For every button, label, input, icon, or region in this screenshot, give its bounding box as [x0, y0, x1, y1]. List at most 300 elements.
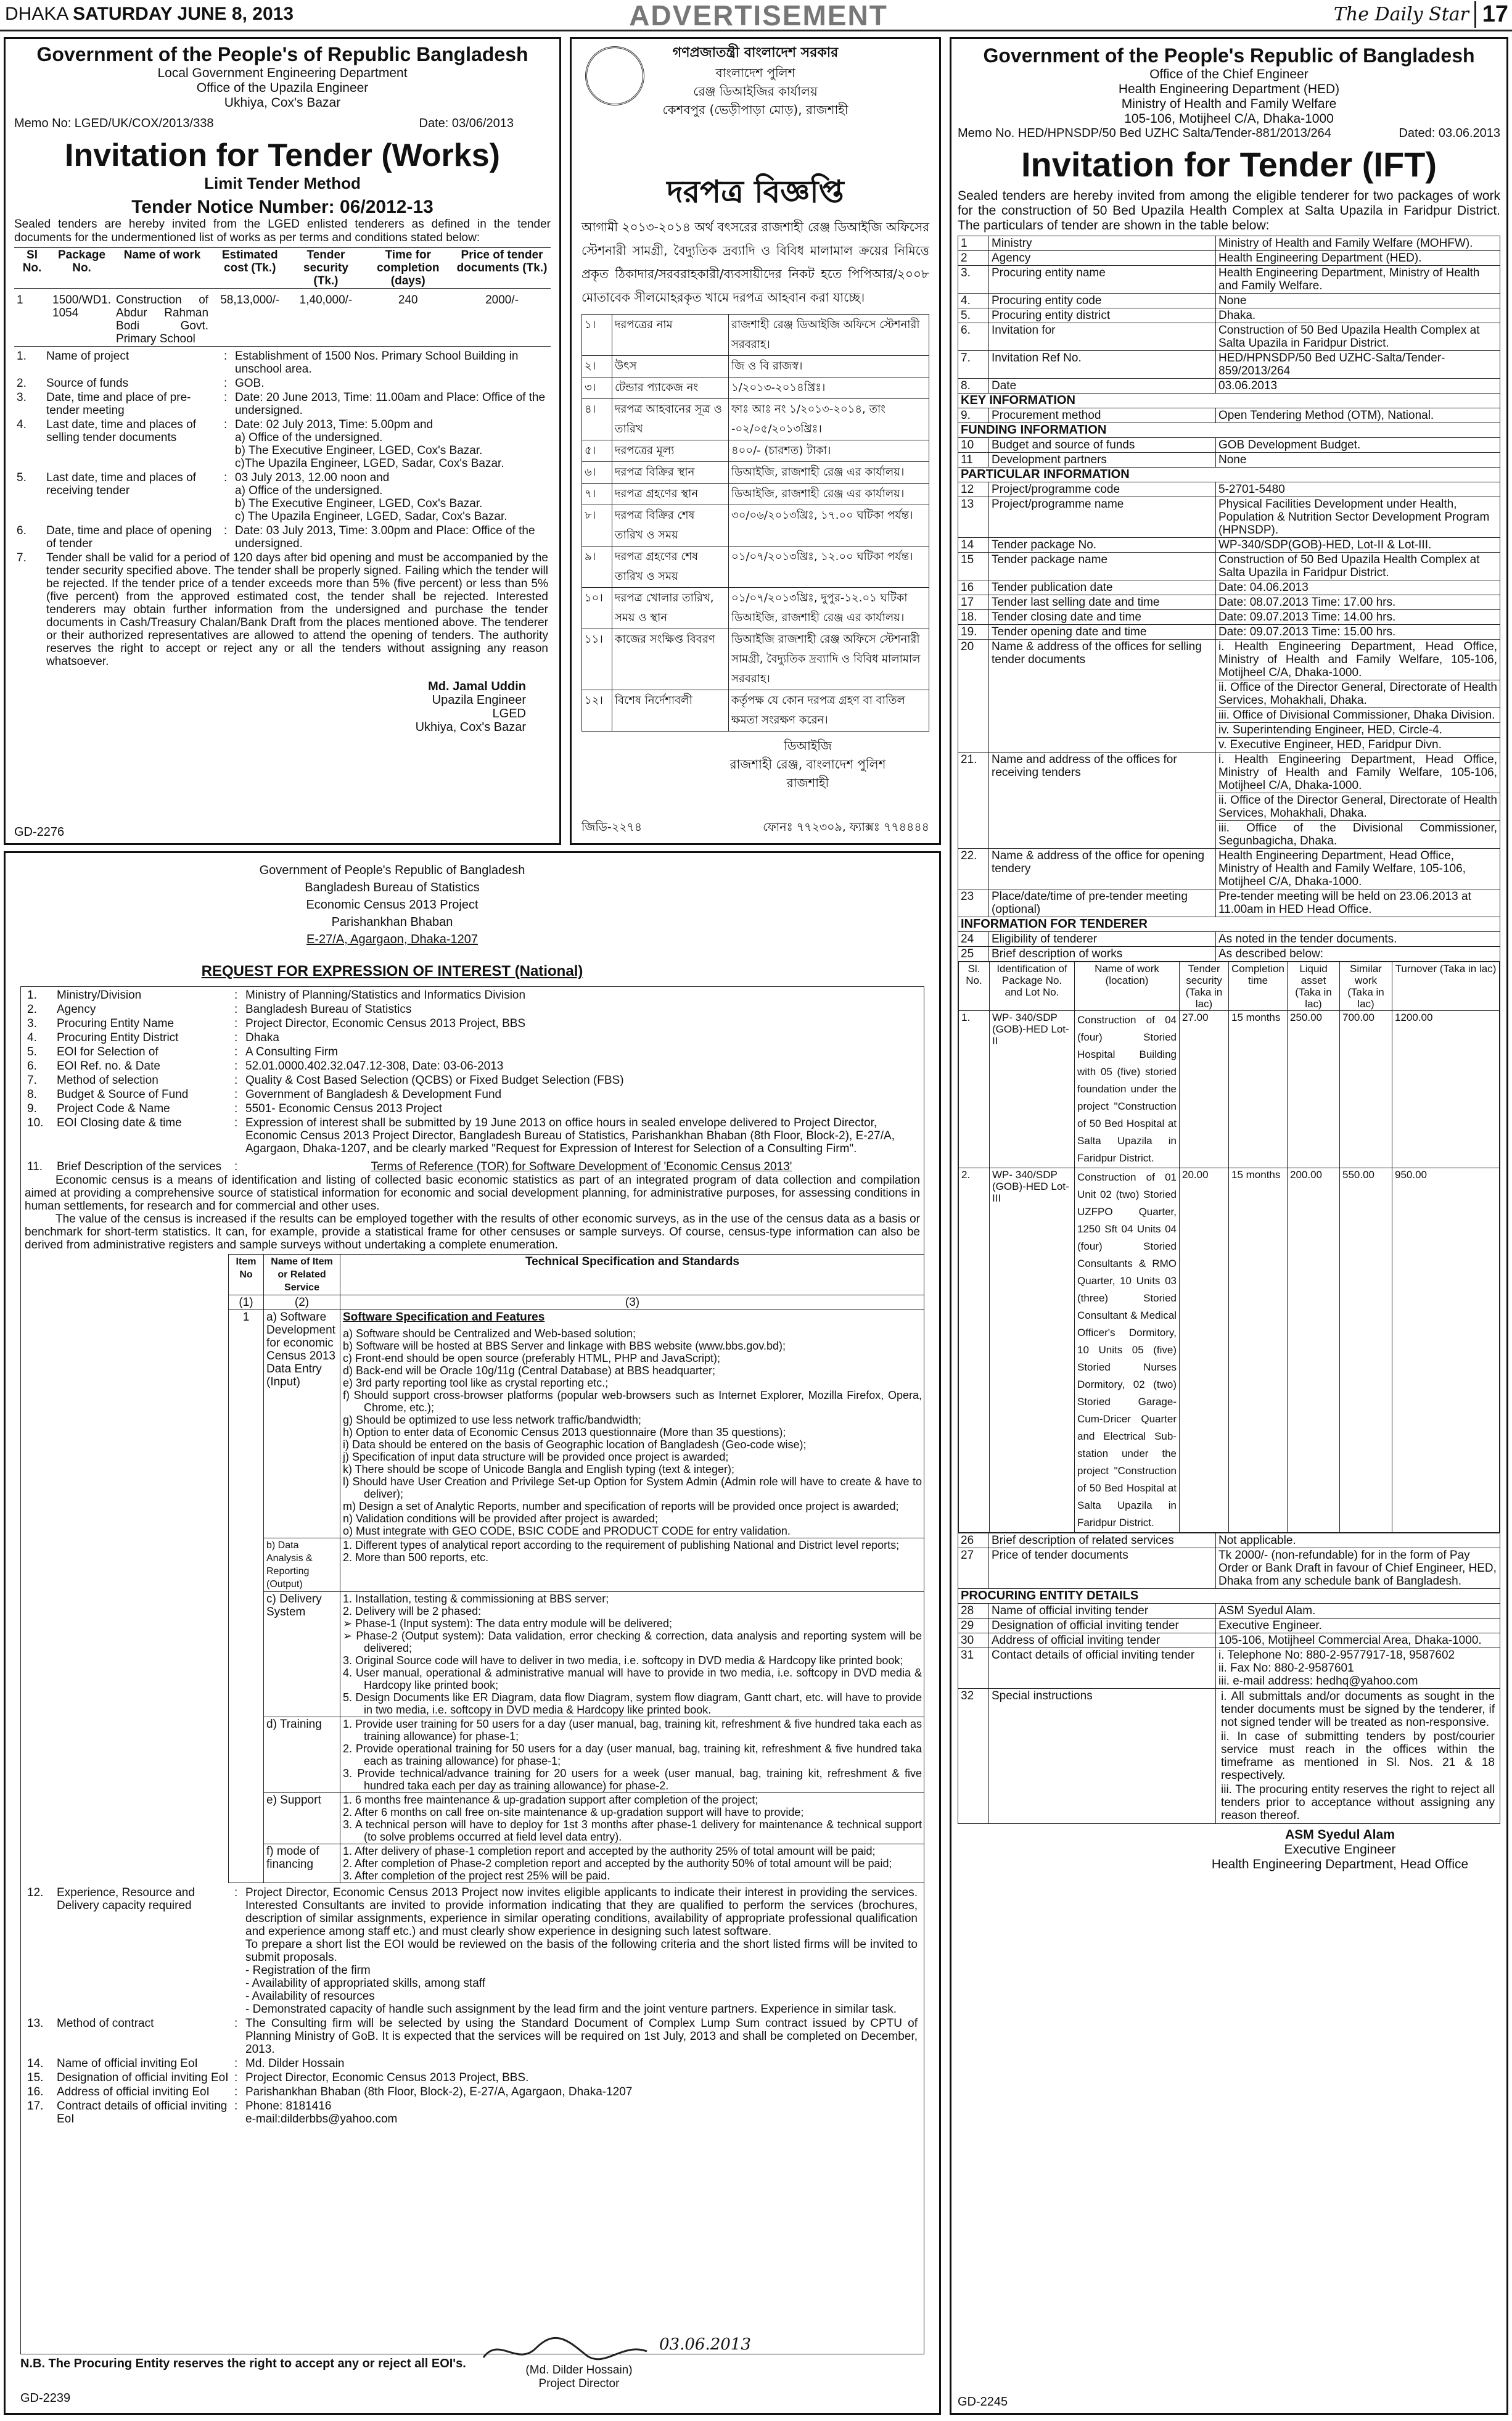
item-number: 28 [958, 1604, 989, 1619]
spec-item: 2. Provide operational training for 50 users for a day (user manual, bag, training kit, refreshment & five hundred taka each as training allowance) for phase-1; [343, 1743, 922, 1767]
table-row [958, 453, 1500, 468]
table-row [958, 753, 1500, 849]
spec-item: e) 3rd party reporting tool like as crystal reporting etc.; [343, 1377, 609, 1389]
item-number: 25 [958, 947, 989, 962]
table-header [14, 248, 551, 289]
item-label: Contact details of official inviting tender [989, 1648, 1216, 1689]
item-label: Procuring Entity Name [57, 1017, 175, 1030]
col-number: (1) [229, 1295, 264, 1310]
item-number: ৩। [582, 377, 612, 399]
item-label: Procuring Entity District [57, 1031, 179, 1044]
col-header: Estimated cost (Tk.) [221, 249, 278, 274]
item-number: 15 [958, 553, 989, 580]
item-label: Method of selection [57, 1074, 158, 1087]
separator: : [224, 377, 228, 390]
item-label: Brief description of related services [989, 1533, 1216, 1548]
office-item: i. All submittals and/or documents as sought in the tender documents must be signed by the tenderer, if not signed tender will be treated as non-responsive. [1221, 1690, 1495, 1729]
item-label: Designation of official inviting EoI [57, 2071, 229, 2084]
police-signature [581, 736, 911, 792]
signer-title: Executive Engineer [1284, 1842, 1396, 1857]
item-number: 12 [958, 482, 989, 497]
lged-office: Office of the Upazila Engineer [196, 81, 369, 95]
item-label: Address of official inviting tender [989, 1633, 1216, 1648]
item-number: 18. [958, 610, 989, 625]
item-number: ২। [582, 356, 612, 377]
police-tender-notice [570, 37, 941, 845]
item-value: ০১/০৭/২০১৩খ্রিঃ, ১২.০০ ঘটিকা পর্যন্ত। [729, 546, 929, 588]
col-header: Item No [229, 1255, 264, 1295]
office-item: ii. Office of the Director General, Directorate of Health Services, Mohakhali, Dhaka. [1216, 793, 1500, 820]
item-value: Construction of 50 Bed Upazila Health Complex at Salta Upazila in Faridpur District. [1216, 323, 1500, 351]
hed-signature [1180, 1828, 1500, 1872]
spec-item: f) Should support cross-browser platforms (popular web-browsers such as Internet Explorer, Mozilla Firefox, Opera, Chrome, etc.); [343, 1389, 922, 1414]
police-phone: ফোনঃ ৭৭২৩০৯, ফ্যাক্সঃ ৭৭৪৪৪৪ [763, 820, 929, 834]
lged-work-table [14, 247, 551, 347]
table-row [229, 1844, 925, 1883]
table-row [958, 947, 1500, 962]
spec-item: 3. Provide technical/advance training for 20 users for a week (user manual, bag, training kit, refreshment & five hundred taka each per day as training allowance) for phase-2. [343, 1767, 922, 1792]
item-label: Designation of official inviting tender [989, 1619, 1216, 1633]
item-number: 27 [958, 1548, 989, 1589]
table-row [958, 1633, 1500, 1648]
table-row [25, 988, 920, 1002]
item-text: Tender shall be valid for a period of 120 days after bid opening and must be accompanied by the tender security specified above. The tender shall be properly signed. Failing which the tender will be rejected. If the tender price of a tender exceeds more than 5% (five percent) or less than 5% (five percent) from the approved estimated cost, the tender shall be rejected. Interested tenderers may obtain further information from the undersigned and purchase the tender documents in Cash/Treasury Chalan/Bank Draft from the places mentioned above. The tenderer or their authorized representatives are allowed to attend the opening of tenders. The authority reserves the right to accept or reject any or all the tenders without assigning any reason whatsoever. [46, 551, 548, 668]
table-row [14, 376, 551, 390]
item-label: Tender publication date [989, 580, 1216, 595]
item-label: Brief description of works [989, 947, 1216, 962]
lged-place: Ukhiya, Cox's Bazar [224, 96, 341, 110]
item-label: Name of project [46, 350, 129, 363]
item-value: Date: 04.06.2013 [1216, 580, 1500, 595]
item-number: ১। [582, 315, 612, 356]
table-row [958, 932, 1500, 947]
item-value: Executive Engineer. [1216, 1619, 1500, 1633]
table-row [582, 484, 929, 505]
spec-item: 4. User manual, operational & administrative manual will have to provide in two media, i.e. softcopy in DVD media & Hardcopy like printed book; [343, 1667, 922, 1691]
item-label: Invitation Ref No. [989, 351, 1216, 379]
item-label: Procuring entity district [989, 308, 1216, 323]
separator: : [234, 2071, 238, 2084]
item-value: 5501- Economic Census 2013 Project [245, 1102, 442, 1115]
item-value: Health Engineering Department (HED). [1216, 251, 1500, 266]
item-label: Tender package name [989, 553, 1216, 580]
item-label: Experience, Resource and Delivery capacity required [57, 1886, 195, 1912]
item-value: Date: 03 July 2013, Time: 3.00pm and Place: Office of the undersigned. [235, 524, 538, 550]
spec-item: g) Should be optimized to use less network traffic/bandwidth; [343, 1414, 641, 1426]
item-number: 13 [958, 497, 989, 538]
table-row [958, 308, 1500, 323]
item-value: Health Engineering Department, Ministry of Health and Family Welfare. [1216, 266, 1500, 294]
col-header: Sl No. [22, 249, 42, 274]
col-header: Name of work (location) [1075, 962, 1180, 1011]
table-header [959, 962, 1500, 1011]
item-text: The Consulting firm will be selected by using the Standard Document of Complex Lump Sum contract issued by CPTU of Planning Ministry of GoB. It is expected that the services will be required on 1st July, 2013 and shall be completed on December, 2013. [245, 2017, 918, 2056]
spec-title: Software Specification and Features [343, 1311, 545, 1324]
item-number: ৬। [582, 462, 612, 484]
spec-item: 1. Provide user training for 50 users for a day (user manual, bag, training kit, refreshment & five hundred taka each as training allowance) for phase-1; [343, 1718, 922, 1743]
table-row [229, 1592, 925, 1717]
col-header: Similar work (Taka in lac) [1340, 962, 1392, 1011]
spec-item: 1. 6 months free maintenance & up-gradation support after completion of the project; [343, 1794, 758, 1806]
table-row [958, 625, 1500, 640]
table-row [25, 1059, 920, 1073]
spec-item: 2. More than 500 reports, etc. [343, 1551, 489, 1564]
bbs-title: REQUEST FOR EXPRESSION OF INTEREST (National) [201, 963, 583, 980]
lged-info-table [14, 349, 551, 669]
item-label: Source of funds [46, 377, 129, 390]
item-value: 5-2701-5480 [1216, 482, 1500, 497]
item-value: Tk 2000/- (non-refundable) for in the form of Pay Order or Bank Draft in favour of Chief Engineer, HED, Dhaka from any schedule bank of Bangladesh. [1216, 1548, 1500, 1589]
separator: : [234, 989, 238, 1002]
cell: WP- 340/SDP (GOB)-HED Lot-III [990, 1168, 1075, 1533]
item-label: টেন্ডার প্যাকেজ নং [612, 377, 729, 399]
separator: : [234, 1116, 238, 1129]
item-value: Physical Facilities Development under Health, Population & Nutrition Sector Development Program (HPNSDP). [1216, 497, 1500, 538]
table-row [958, 294, 1500, 308]
table-row [958, 408, 1500, 423]
section-heading: PARTICULAR INFORMATION [958, 468, 1500, 482]
service-label: a) Software Development for economic Census 2013 Data Entry (Input) [264, 1310, 340, 1538]
spec-item: o) Must integrate with GEO CODE, BSIC CODE and PRODUCT CODE for entry validation. [343, 1525, 791, 1537]
item-number: ৮। [582, 505, 612, 546]
item-number: 6. [17, 524, 27, 537]
signer-org: Health Engineering Department, Head Office [1211, 1857, 1469, 1871]
cell: 2. [959, 1168, 990, 1533]
item-label: উৎস [612, 356, 729, 377]
item-value: A Consulting Firm [245, 1046, 338, 1058]
table-row [14, 471, 551, 524]
section-heading: KEY INFORMATION [958, 394, 1500, 408]
spec-item: 1. Different types of analytical report according to the requirement of publishing National and District level reports; [343, 1539, 900, 1551]
item-label: Method of contract [57, 2017, 154, 2030]
item-number: 8. [27, 1088, 37, 1101]
office-item: iii. The procuring entity reserves the right to reject all tenders prior to acceptance without assigning any reason thereof. [1221, 1783, 1495, 1822]
item-number: ১১। [582, 629, 612, 690]
police-table [581, 314, 929, 732]
item-label: Contract details of official inviting EoI [57, 2100, 231, 2126]
gd-code: GD-2276 [14, 825, 65, 839]
item-value: Phone: 8181416 e-mail:dilderbbs@yahoo.com [245, 2100, 398, 2126]
table-row [959, 1168, 1500, 1533]
col-header: Name of work [123, 249, 201, 262]
service-label: c) Delivery System [264, 1592, 340, 1717]
item-value: As noted in the tender documents. [1216, 932, 1500, 947]
item-value: Date: 02 July 2013, Time: 5.00pm and a) Office of the undersigned. b) The Executive Engineer, LGED, Cox's Bazar. c)The Upazila Engineer, LGED, Sadar, Cox's Bazar. [235, 418, 504, 470]
item-number: 9. [958, 408, 989, 423]
bbs-info-table [25, 988, 920, 1156]
item-label: Agency [989, 251, 1216, 266]
spec-item: m) Design a set of Analytic Reports, number and specification of reports will be provided once project is awarded; [343, 1500, 899, 1512]
item-label: Date, time and place of opening of tender [46, 524, 215, 550]
bbs-services [25, 1160, 920, 1174]
signer-title: Project Director [538, 2377, 620, 2390]
separator: : [234, 1088, 238, 1101]
item-number: ৯। [582, 546, 612, 588]
table-row [229, 1717, 925, 1793]
table-row [958, 236, 1500, 251]
item-text: Project Director, Economic Census 2013 Project now invites eligible applicants to indicate their interest in providing the services. Interested Consultants are invited to provide information indicating that they are qualified to perform the services (brochures, description of similar assignments, experience in similar operating conditions, availability of appropriate professional qualification and experience among staff etc.) and must clearly show experience in designing such latest software. To prepare a short list the EOI would be reviewed on the basis of the following criteria and the short listed firms will be invited to submit proposals. - Registration of the firm - Availability of appropriated skills, among staff - Availability of resources - Demonstrated capacity of handle such assignment by the lead firm and the joint venture partners. Experience in similar task. [245, 1886, 918, 2016]
cell: 15 months [1229, 1168, 1288, 1533]
item-number: ৭। [582, 484, 612, 505]
bbs-signature [474, 2364, 684, 2391]
item-number: 7. [958, 351, 989, 379]
separator: : [234, 2085, 238, 2098]
item-number: 8. [958, 379, 989, 394]
item-label: Budget & Source of Fund [57, 1088, 189, 1101]
signer-place: Ukhiya, Cox's Bazar [415, 720, 526, 734]
item-number: 1 [958, 236, 989, 251]
office-item: iii. Office of Divisional Commissioner, Dhaka Division. [1216, 707, 1500, 722]
item-label: Tender package No. [989, 538, 1216, 553]
separator: : [224, 391, 228, 404]
separator: : [234, 1031, 238, 1044]
cell: 15 months [1229, 1011, 1288, 1168]
table-row [958, 610, 1500, 625]
cell: 1. [959, 1011, 990, 1168]
item-label: Place/date/time of pre-tender meeting (optional) [989, 889, 1216, 917]
item-value: ডিআইজি রাজশাহী রেঞ্জ অফিসে স্টেশনারী সামগ্রী, বৈদ্যুতিক দ্রব্যাদি ও বিবিধ মালামাল সরবরাহ। [729, 629, 929, 690]
item-label: Invitation for [989, 323, 1216, 351]
section-heading: FUNDING INFORMATION [958, 423, 1500, 438]
item-number: ৪। [582, 399, 612, 440]
hed-dept: Health Engineering Department (HED) [1118, 82, 1340, 96]
col-header: Price of tender documents (Tk.) [456, 249, 548, 274]
office-item: ii. Office of the Director General, Directorate of Health Services, Mohakhali, Dhaka. [1216, 680, 1500, 707]
item-number: 13. [27, 2017, 44, 2030]
item-label: EOI Closing date & time [57, 1116, 182, 1129]
item-value: 52.01.0000.402.32.047.12-308, Date: 03-06-2013 [245, 1060, 504, 1073]
cell: 950.00 [1392, 1168, 1500, 1533]
item-label: Procuring entity code [989, 294, 1216, 308]
spec-item: 3. A technical person will have to deploy for 1st 3 months after phase-1 delivery for maintenance & technical support (to solve problems occurred at field level data entry). [343, 1818, 922, 1843]
separator: : [234, 2100, 238, 2113]
item-value: Quality & Cost Based Selection (QCBS) or Fixed Budget Selection (FBS) [245, 1074, 624, 1087]
office-item: v. Executive Engineer, HED, Faridpur Divn. [1216, 737, 1500, 752]
bbs-body [20, 986, 924, 2354]
col-header: Name of Item or Related Service [264, 1255, 340, 1295]
item-value: WP-340/SDP(GOB)-HED, Lot-II & Lot-III. [1216, 538, 1500, 553]
service-label: d) Training [264, 1717, 340, 1793]
tor-paragraph: The value of the census is increased if the results can be employed together with the results of other economic surveys, as in the use of the census data as a basis or benchmark for short-term statistics. It can, for example, provide a statistical frame for other censuses or sample surveys. Of course, census-type information can also be derived from administrative registers and sample surveys without undertaking a complete enumeration. [25, 1213, 920, 1252]
lged-dept: Local Government Engineering Department [157, 66, 408, 80]
item-number: 1. [27, 989, 37, 1002]
item-number: 7. [27, 1074, 37, 1087]
table-row [229, 1310, 925, 1538]
item-number: 23 [958, 889, 989, 917]
item-number: 10 [958, 438, 989, 453]
item-value: Government of Bangladesh & Development Fund [245, 1088, 502, 1101]
col-header: Package No. [57, 249, 106, 274]
signer-org: LGED [492, 707, 526, 720]
item-value: Open Tendering Method (OTM), National. [1216, 408, 1500, 423]
separator: : [234, 1060, 238, 1073]
item-number: 11 [958, 453, 989, 468]
hed-ministry: Ministry of Health and Family Welfare [1121, 97, 1337, 111]
cell: 200.00 [1288, 1168, 1340, 1533]
item-label: দরপত্রের নাম [612, 315, 729, 356]
table-row [958, 849, 1500, 889]
item-number: 4. [27, 1031, 37, 1044]
item-number: 4. [958, 294, 989, 308]
separator: : [224, 418, 228, 431]
item-value: Parishankhan Bhaban (8th Floor, Block-2), E-27/A, Agargaon, Dhaka-1207 [245, 2085, 633, 2098]
cell: 20.00 [1180, 1168, 1229, 1533]
hed-intro: Sealed tenders are hereby invited from among the eligible tenderer for two packages of work for the construction of 50 Bed Upazila Health Complex at Salta Upazila in Faridpur District. The particulars of tender are shown in the table below: [958, 189, 1500, 233]
hed-info-table [958, 236, 1500, 1824]
item-label: Eligibility of tenderer [989, 932, 1216, 947]
table-row [25, 1045, 920, 1059]
table-row [14, 390, 551, 418]
hed-date: Dated: 03.06.2013 [1399, 126, 1500, 140]
table-row [14, 551, 551, 669]
item-value: Date: 09.07.2013 Time: 14.00 hrs. [1216, 610, 1500, 625]
item-label: Name & address of the offices for selling tender documents [989, 640, 1216, 753]
item-number: 26 [958, 1533, 989, 1548]
col-header: Completion time [1229, 962, 1288, 1011]
item-label: Name of official inviting tender [989, 1604, 1216, 1619]
item-value: Date: 08.07.2013 Time: 17.00 hrs. [1216, 595, 1500, 610]
table-row [25, 1031, 920, 1045]
item-value: None [1216, 294, 1500, 308]
signer-name: Md. Jamal Uddin [428, 680, 526, 693]
item-value: Bangladesh Bureau of Statistics [245, 1003, 412, 1016]
item-number: 30 [958, 1633, 989, 1648]
item-number: 4. [17, 418, 27, 431]
service-label: e) Support [264, 1793, 340, 1844]
item-number: 16 [958, 580, 989, 595]
page-header [0, 0, 1512, 31]
office-item: i. Health Engineering Department, Head Office, Ministry of Health and Family Welfare, 105-106, Motijheel C/A, Dhaka-1000. [1218, 753, 1497, 792]
cell: WP- 340/SDP (GOB)-HED Lot-II [990, 1011, 1075, 1168]
spec-item: 3. Original Source code will have to deliver in two media, i.e. softcopy in DVD media & Hardcopy like printed book; [343, 1654, 903, 1667]
hed-works-table [958, 962, 1500, 1533]
table-row: 12. Experience, Resource and Delivery capacity required : Project Director, Economic Census 2013 Project now invites eligible applicants to indicate their interest in providing the services. Interested Consultants are invited to provide information indicating that they are qualified to perform the services (brochures, description of similar assignments, experience in similar operating conditions, availability of appropriate professional qualification and experience among staff etc.) and must clearly show experience in designing such latest software. To prepare a short list the EOI would be reviewed on the basis of the following criteria and the short listed firms will be invited to submit proposals. - Registration of the firm - Availability of appropriated skills, among staff - Availability of resources - Demonstrated capacity of handle such assignment by the lead firm and the joint venture partners. Experience in similar task. [25, 1886, 920, 2016]
table-row [959, 1011, 1500, 1168]
table-row: 11. Brief Description of the services : Terms of Reference (TOR) for Software Development of 'Economic Census 2013' [25, 1160, 920, 1174]
section-heading: INFORMATION FOR TENDERER [958, 917, 1500, 932]
item-label: কাজের সংক্ষিপ্ত বিবরণ [612, 629, 729, 690]
item-number: 2 [958, 251, 989, 266]
item-number: 29 [958, 1619, 989, 1633]
separator: : [234, 1074, 238, 1087]
table-row [958, 962, 1500, 1533]
table-row [958, 497, 1500, 538]
item-number: 21. [958, 753, 989, 849]
col-header: Tender security (Tk.) [303, 249, 348, 287]
item-number: ১০। [582, 588, 612, 629]
spec-item: k) There should be scope of Unicode Bangla and English typing (text & integer); [343, 1463, 735, 1475]
item-number: 12. [27, 1886, 44, 1899]
cell: 700.00 [1340, 1011, 1392, 1168]
item-label: Procurement method [989, 408, 1216, 423]
hed-office: Office of the Chief Engineer [1149, 67, 1309, 81]
col-header: Liquid asset (Taka in lac) [1288, 962, 1340, 1011]
item-label: Date [989, 379, 1216, 394]
separator: : [234, 2057, 238, 2070]
separator: : [224, 524, 228, 537]
table-row [25, 2099, 920, 2126]
hed-address: 105-106, Motijheel C/A, Dhaka-1000 [1124, 112, 1334, 126]
item-value: Construction of 50 Bed Upazila Health Complex at Salta Upazila in Faridpur District. [1216, 553, 1500, 580]
office-item: iv. Superintending Engineer, HED, Circle-4. [1216, 722, 1500, 737]
col-header: Turnover (Taka in lac) [1392, 962, 1500, 1011]
lged-notice: Tender Notice Number: 06/2012-13 [131, 197, 433, 217]
tor-title: Terms of Reference (TOR) for Software Development of 'Economic Census 2013' [371, 1160, 792, 1173]
table-row [25, 2085, 920, 2099]
spec-item: l) Should have User Creation and Privilege Set-up Option for System Admin (Admin role will have to create & have to deliver); [343, 1475, 922, 1500]
item-value: ডিআইজি, রাজশাহী রেঞ্জ এর কার্যালয়। [729, 484, 929, 505]
item-number: 1. [17, 350, 27, 363]
table-row [25, 1116, 920, 1156]
item-number: 10. [27, 1116, 44, 1129]
table-row: 13. Method of contract : The Consulting firm will be selected by using the Standard Document of Complex Lump Sum contract issued by CPTU of Planning Ministry of GoB. It is expected that the services will be required on 1st July, 2013 and shall be completed on December, 2013. [25, 2016, 920, 2056]
table-row [14, 289, 551, 347]
cell: 250.00 [1288, 1011, 1340, 1168]
item-value: ডিআইজি, রাজশাহী রেঞ্জ এর কার্যালয়। [729, 462, 929, 484]
item-number: 17. [27, 2100, 44, 2113]
table-row [958, 1548, 1500, 1589]
item-number: 22. [958, 849, 989, 889]
table-row [958, 438, 1500, 453]
cell: 1 [17, 294, 23, 307]
table-row [958, 251, 1500, 266]
table-row [25, 1087, 920, 1102]
col-header: Time for completion (days) [377, 249, 440, 287]
item-label: Tender closing date and time [989, 610, 1216, 625]
gd-code: GD-2245 [958, 2395, 1008, 2409]
table-row [958, 379, 1500, 394]
hed-gov-title: Government of the People's Republic of Bangladesh [983, 44, 1475, 67]
spec-item: n) Validation conditions will be provided after project is awarded; [343, 1512, 658, 1525]
spec-item: h) Option to enter data of Economic Census 2013 questionnaire (More than 35 questions); [343, 1426, 786, 1438]
spec-item: 2. Delivery will be 2 phased: [343, 1605, 482, 1617]
table-row [582, 356, 929, 377]
item-label: Project/programme code [989, 482, 1216, 497]
item-label: Price of tender documents [989, 1548, 1216, 1589]
table-row [25, 1002, 920, 1017]
bbs-bureau: Bangladesh Bureau of Statistics [305, 881, 480, 894]
spec-item: d) Back-end will be Oracle 10g/11g (Central Database) at BBS headquarter; [343, 1364, 715, 1377]
table-row [958, 595, 1500, 610]
item-label: Last date, time and places of receiving tender [46, 471, 200, 497]
bbs-eoi-notice [4, 851, 941, 2415]
item-number: 3. [17, 391, 27, 404]
lged-intro: Sealed tenders are hereby invited from the LGED enlisted tenderers as defined in the tender documents for the undermentioned list of works as per terms and conditions stated below: [14, 218, 551, 244]
lged-memo: Memo No: LGED/UK/COX/2013/338 [14, 117, 214, 130]
police-org: বাংলাদেশ পুলিশ [715, 65, 795, 80]
item-label: Agency [57, 1003, 96, 1016]
bbs-info-table-2 [25, 1886, 920, 2126]
item-number: 16. [27, 2085, 44, 2098]
table-row [25, 1102, 920, 1116]
cell: Construction of 01 Unit 02 (two) Storied UZFPO Quarter, 1250 Sft 04 Units 04 (four) Storied Consultants & RMO Quarter, 10 Units 03 (three) Storied Consultant & Medical Officer's Dormitory, 10 Units 05 (five) Storied Nurses Dormitory, 02 (two) Storied Garage-Cum-Dricer Quarter and Electrical Sub-station under the project "Construction of 50 Bed Hospital at Salta Upazila in Faridpur District. [1075, 1168, 1180, 1533]
table-row [229, 1538, 925, 1592]
item-value: Date: 09.07.2013 Time: 15.00 hrs. [1216, 625, 1500, 640]
item-value: Pre-tender meeting will be held on 23.06.2013 at 11.00am in HED Head Office. [1216, 889, 1500, 917]
item-label: Project Code & Name [57, 1102, 170, 1115]
item-label: Special instructions [989, 1689, 1216, 1824]
table-row [582, 377, 929, 399]
lged-tender-notice [4, 37, 561, 845]
issue-date: DHAKA SATURDAY JUNE 8, 2013 [5, 4, 294, 24]
item-number: 2. [17, 377, 27, 390]
col-header: Identification of Package No. and Lot No. [990, 962, 1075, 1011]
item-number: 6. [958, 323, 989, 351]
item-number: 14. [27, 2057, 44, 2070]
table-row [958, 351, 1500, 379]
item-value: GOB. [235, 377, 265, 390]
table-header [229, 1255, 925, 1295]
